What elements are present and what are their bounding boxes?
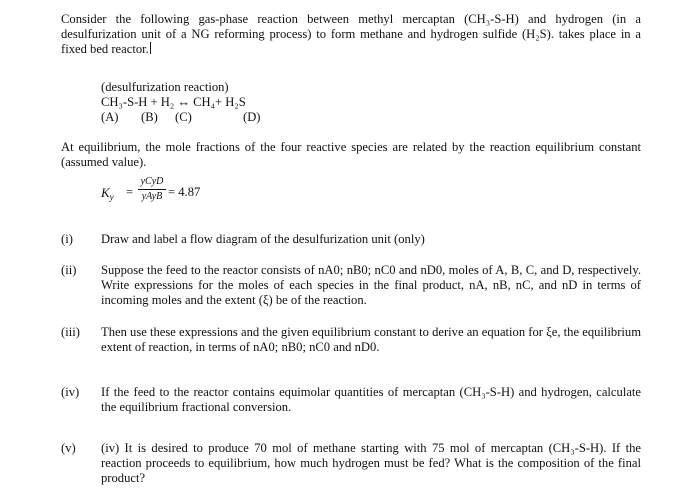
intro-paragraph: [61, 12, 641, 57]
k-symbol: $K_y$: [101, 185, 114, 202]
species-label-c: (C): [175, 110, 192, 124]
intro-text: Consider the following gas-phase reaction between methyl mercaptan (CH₃-S-H) and hydrogen (in a desulfurization unit of a NG reforming process) to form methane and hydrogen sulfide (H₂S). takes place in a fixed bed reactor.: [61, 12, 641, 56]
question-number: (i): [61, 232, 73, 246]
k-value: = 4.87: [168, 185, 201, 199]
equilibrium-paragraph: At equilibrium, the mole fractions of the four reactive species are related by the reaction equilibrium constant (assumed value).: [61, 140, 641, 169]
species-label-b: (B): [141, 110, 158, 124]
species-labels: [101, 110, 401, 125]
species-label-a: (A): [101, 110, 119, 124]
question-number: (iv): [61, 385, 80, 399]
k-numerator: yCyD: [140, 176, 164, 187]
reaction-equation: CH₃-S-H + H₂ ↔ CH₄+ H₂S: [101, 95, 246, 109]
question-text: Draw and label a flow diagram of the desulfurization unit (only): [101, 232, 425, 246]
k-denominator: yAyB: [141, 191, 163, 202]
fraction-bar: [138, 189, 166, 190]
k-equals: =: [126, 185, 134, 199]
question-number: (ii): [61, 263, 77, 277]
question-number: (iii): [61, 325, 80, 339]
species-label-d: (D): [243, 110, 261, 124]
text-cursor: [150, 42, 151, 54]
question-number: (v): [61, 441, 76, 455]
question-text: Suppose the feed to the reactor consists of nA0; nB0; nC0 and nD0, moles of A, B, C, and D, respectively. Write expressions for the moles of each species in the final product, nA, nB, nC, and nD in terms of incoming moles and the extent (ξ) be of the reaction.: [101, 263, 641, 307]
k-fraction: [138, 176, 166, 203]
question-text: (iv) It is desired to produce 70 mol of methane starting with 75 mol of mercaptan (CH₃-S-H). If the reaction proceeds to equilibrium, how much hydrogen must be fed? What is the composition of the final product?: [101, 441, 641, 485]
reaction-title: (desulfurization reaction): [101, 80, 229, 94]
reaction-block: [101, 80, 401, 125]
equilibrium-constant-expression: [101, 176, 301, 216]
question-text: Then use these expressions and the given equilibrium constant to derive an equation for ξe, the equilibrium extent of reaction, in terms of nA0; nB0; nC0 and nD0.: [101, 325, 641, 354]
question-text: If the feed to the reactor contains equimolar quantities of mercaptan (CH₃-S-H) and hydrogen, calculate the equilibrium fractional conversion.: [101, 385, 641, 414]
